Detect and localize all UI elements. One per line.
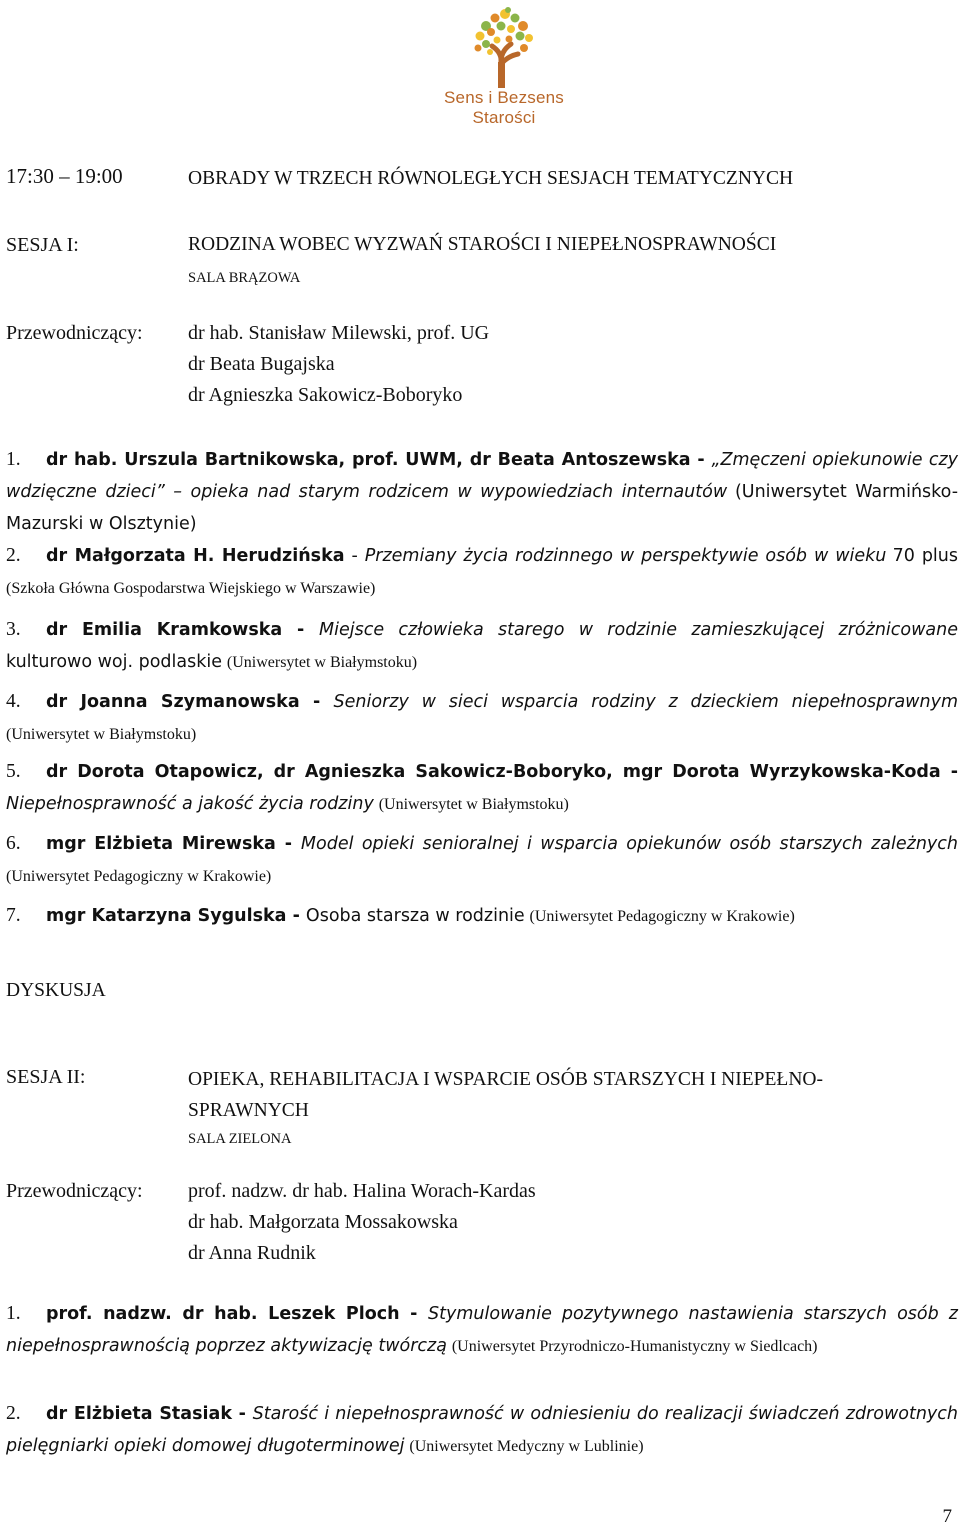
logo-title-line2: Starości: [472, 108, 536, 127]
talk-title-cont: 70 plus: [892, 546, 959, 566]
session2-title: OPIEKA, REHABILITACJA I WSPARCIE OSÓB STARSZYCH I NIEPEŁNO-SPRAWNYCH: [188, 1069, 823, 1121]
chair-name: dr Beata Bugajska: [188, 353, 335, 375]
session2-label: SESJA II:: [6, 1066, 86, 1088]
talk-affiliation: (Szkoła Główna Gospodarstwa Wiejskiego w Warszawie): [6, 580, 376, 597]
chair-name: dr hab. Małgorzata Mossakowska: [188, 1211, 458, 1233]
logo-title-line1: Sens i Bezsens: [444, 88, 564, 107]
chair-name: dr hab. Stanisław Milewski, prof. UG: [188, 322, 490, 344]
talk-title: „Zmęczeni opiekunowie czy wdzięczne dzieci” – opieka nad starym rodzicem w wypowiedziach internautów: [6, 450, 958, 502]
session1-chairs: [188, 318, 948, 411]
discussion-heading: DYSKUSJA: [6, 980, 106, 1001]
talk-authors: dr hab. Urszula Bartnikowska, prof. UWM, dr Beata Antoszewska -: [46, 450, 712, 470]
session2-chairs-label: Przewodniczący:: [6, 1180, 143, 1202]
talk-number: 3.: [6, 619, 21, 640]
talk-affiliation: (Uniwersytet Przyrodniczo-Humanistyczny w Siedlcach): [451, 1338, 818, 1355]
session-time: 17:30 – 19:00: [6, 164, 123, 188]
talk-affiliation: (Uniwersytet w Białymstoku): [6, 726, 197, 743]
talk-title: Miejsce człowieka starego w rodzinie zamieszkującej zróżnicowane: [319, 620, 958, 640]
logo: [432, 4, 576, 134]
talk-title: Starość i niepełnosprawność w odniesieniu do realizacji świadczeń zdrowotnych pielęgniarki opieki domowej długoterminowej: [6, 1404, 958, 1456]
chair-name: dr Anna Rudnik: [188, 1242, 316, 1264]
talk-authors: dr Emilia Kramkowska -: [46, 620, 320, 640]
session1-chairs-label: Przewodniczący:: [6, 322, 143, 344]
talk-title: Stymulowanie pozytywnego nastawienia starszych osób z niepełnosprawnością poprzez aktywizację twórczą: [6, 1304, 958, 1356]
talk-affiliation: (Uniwersytet Warmińsko-Mazurski w Olsztynie): [6, 482, 959, 534]
session1-title: RODZINA WOBEC WYZWAŃ STAROŚCI I NIEPEŁNOSPRAWNOŚCI: [188, 234, 777, 255]
talk-affiliation: (Uniwersytet w Białymstoku): [378, 796, 569, 813]
talk-affiliation: (Uniwersytet Medyczny w Lublinie): [409, 1438, 644, 1455]
talk-item: [6, 1398, 958, 1462]
chair-name: dr Agnieszka Sakowicz-Boboryko: [188, 384, 463, 406]
talk-title-cont: kulturowo woj. podlaskie: [6, 652, 222, 672]
talk-item: [6, 686, 958, 750]
talk-number: 1.: [6, 1303, 21, 1324]
talk-authors: mgr Katarzyna Sygulska -: [46, 906, 306, 926]
session2-room: SALA ZIELONA: [188, 1131, 292, 1147]
talk-authors: dr Elżbieta Stasiak -: [46, 1404, 253, 1424]
talk-number: 4.: [6, 691, 21, 712]
talk-number: 2.: [6, 1403, 21, 1424]
talk-authors: prof. nadzw. dr hab. Leszek Ploch -: [46, 1304, 429, 1324]
talk-item: [6, 540, 958, 604]
talk-number: 6.: [6, 833, 21, 854]
program-heading: OBRADY W TRZECH RÓWNOLEGŁYCH SESJACH TEMATYCZNYCH: [188, 168, 794, 189]
session1-label: SESJA I:: [6, 234, 79, 256]
chair-name: prof. nadzw. dr hab. Halina Worach-Kardas: [188, 1180, 536, 1202]
tree-icon: [464, 4, 544, 88]
talk-title: Model opieki senioralnej i wsparcia opiekunów osób starszych zależnych: [300, 834, 958, 854]
talk-affiliation: (Uniwersytet Pedagogiczny w Krakowie): [6, 868, 272, 885]
page-number: 7: [942, 1506, 952, 1527]
talk-item: [6, 444, 958, 540]
talk-title: Przemiany życia rodzinnego w perspektywie osób w wieku: [364, 546, 887, 566]
talk-affiliation: (Uniwersytet Pedagogiczny w Krakowie): [529, 908, 795, 925]
talk-separator: -: [344, 546, 365, 566]
talk-authors: dr Małgorzata H. Herudzińska: [46, 546, 345, 566]
talk-authors: dr Dorota Otapowicz, dr Agnieszka Sakowicz-Boboryko, mgr Dorota Wyrzykowska-Koda -: [46, 762, 958, 782]
talk-item: [6, 828, 958, 892]
talk-number: 5.: [6, 761, 21, 782]
talk-authors: mgr Elżbieta Mirewska -: [46, 834, 301, 854]
talk-item: [6, 614, 958, 678]
talk-title: Osoba starsza w rodzinie: [305, 906, 525, 926]
talk-title: Seniorzy w sieci wsparcia rodziny z dzieckiem niepełnosprawnym: [333, 692, 958, 712]
talk-item: [6, 900, 958, 932]
session1-room: SALA BRĄZOWA: [188, 270, 301, 286]
talk-number: 1.: [6, 449, 21, 470]
talk-affiliation: (Uniwersytet w Białymstoku): [226, 654, 418, 671]
talk-authors: dr Joanna Szymanowska -: [46, 692, 334, 712]
talk-number: 7.: [6, 905, 21, 926]
session2-chairs: [188, 1176, 948, 1269]
talk-title: Niepełnosprawność a jakość życia rodziny: [6, 794, 374, 814]
talk-item: [6, 1298, 958, 1362]
talk-item: [6, 756, 958, 820]
talk-number: 2.: [6, 545, 21, 566]
